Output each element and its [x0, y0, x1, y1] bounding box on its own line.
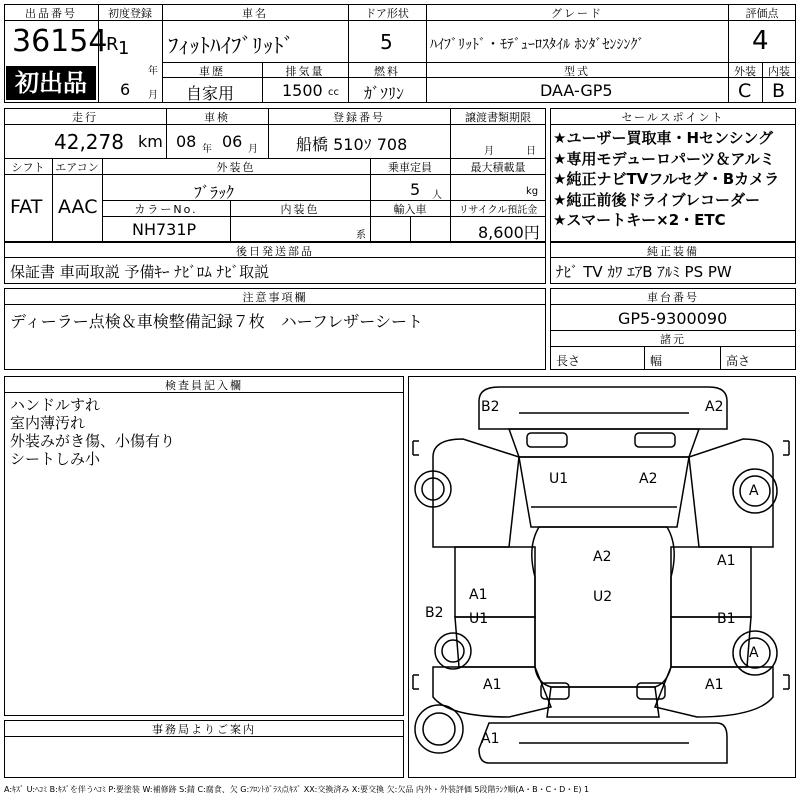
- fuel: ｶﾞｿﾘﾝ: [364, 84, 405, 103]
- capacity-label: 乗車定員: [388, 161, 432, 174]
- first-listing-badge: 初出品: [6, 66, 96, 100]
- damage-code: A1: [705, 677, 724, 693]
- shift-label: シフト: [11, 161, 45, 174]
- car-name: ﾌｨｯﾄﾊｲﾌﾞﾘｯﾄﾞ: [168, 34, 294, 58]
- chassis-title: 車台番号: [647, 291, 699, 304]
- car-outline: [409, 377, 794, 776]
- mileage-label: 走行: [72, 111, 98, 124]
- office-title: 事務局よりご案内: [152, 723, 256, 736]
- length-label: 長さ: [556, 354, 581, 368]
- sales-point-item: ★純正ナビTVフルセグ・Bカメラ: [553, 170, 780, 188]
- door-count: 5: [380, 30, 393, 54]
- score-label: 評価点: [745, 7, 779, 20]
- model: DAA-GP5: [540, 81, 613, 100]
- history: 自家用: [186, 84, 235, 103]
- height-label: 高さ: [726, 354, 751, 368]
- color: ﾌﾞﾗｯｸ: [194, 183, 235, 202]
- damage-code: U1: [549, 471, 569, 487]
- color-no: NH731P: [132, 220, 197, 239]
- insp-month: 06: [222, 132, 243, 151]
- displacement-unit: cc: [328, 87, 339, 98]
- color-no-label: カラーNo.: [134, 203, 198, 216]
- damage-code: B1: [717, 611, 736, 627]
- sales-point-item: ★純正前後ドライブレコーダー: [553, 190, 760, 209]
- inspector-line: シートしみ小: [10, 450, 101, 468]
- sales-point-item: ★専用モデューロパーツ＆アルミ: [553, 149, 775, 168]
- damage-code: A2: [705, 399, 724, 415]
- lot-number: 36154: [12, 24, 108, 59]
- displacement: 1500: [282, 81, 323, 100]
- damage-code: U2: [593, 589, 613, 605]
- color-label: 外装色: [216, 161, 256, 174]
- plate-label: 登録番号: [333, 111, 385, 124]
- capacity: 5: [410, 180, 421, 199]
- reg-year-unit: 年: [148, 66, 158, 77]
- inspector-line: ハンドルすれ: [10, 396, 101, 414]
- inspection-label: 車検: [204, 111, 230, 124]
- era: R: [106, 34, 119, 55]
- ext-grade-label: 外装: [734, 65, 756, 78]
- lot-label: 出品番号: [25, 7, 77, 20]
- width-label: 幅: [650, 354, 663, 368]
- damage-code: B2: [481, 399, 500, 415]
- ac: AAC: [58, 196, 98, 218]
- damage-code: A: [749, 483, 759, 499]
- load-unit: kg: [526, 186, 539, 197]
- int-grade-label: 内装: [768, 65, 790, 78]
- sales-point-item: ★スマートキー×2・ETC: [553, 211, 726, 229]
- damage-code: A1: [469, 587, 488, 603]
- displacement-label: 排気量: [285, 65, 325, 78]
- reg-month-unit: 月: [148, 90, 158, 101]
- recycle-fee: 8,600円: [478, 223, 540, 242]
- later-parts-title: 後日発送部品: [236, 245, 314, 258]
- equipment-title: 純正装備: [647, 245, 699, 258]
- ext-grade: C: [738, 80, 752, 102]
- import-label: 輸入車: [393, 203, 427, 216]
- model-label: 型式: [564, 65, 590, 78]
- specs-title: 諸元: [660, 333, 686, 346]
- history-label: 車歴: [199, 65, 225, 78]
- damage-code: A2: [639, 471, 658, 487]
- inspector-line: 室内薄汚れ: [10, 414, 86, 432]
- fuel-label: 燃料: [374, 65, 400, 78]
- mileage: 42,278: [54, 130, 124, 154]
- chassis-number: GP5-9300090: [618, 309, 728, 328]
- damage-code: A1: [717, 553, 736, 569]
- legend: A:ｷｽﾞ U:ﾍｺﾐ B:ｷｽﾞを伴うﾍｺﾐ P:要塗装 W:補修跡 S:錆 C:腐食、欠 G:ﾌﾛﾝﾄｶﾞﾗｽ点ｷｽﾞ XX:交換済み X:要交換 欠:欠品 内外・外装評価 5段階ﾗﾝｸ順(A・B・C・D・E) 1: [4, 785, 590, 794]
- transfer-label: 譲渡書類期限: [465, 111, 531, 124]
- mileage-unit: km: [138, 132, 163, 151]
- shift: FAT: [10, 196, 43, 218]
- sales-point-item: ★ユーザー買取車・Hセンシング: [553, 129, 773, 147]
- door-label: ドア形状: [365, 7, 409, 20]
- inspector-line: 外装みがき傷、小傷有り: [10, 432, 176, 450]
- int-grade: B: [772, 80, 786, 102]
- sales-points-title: セールスポイント: [621, 111, 725, 124]
- insp-year-unit: 年: [202, 144, 212, 155]
- plate: 船橋 510ｿ 708: [296, 135, 408, 154]
- damage-code: B2: [425, 605, 444, 621]
- damage-code: A1: [483, 677, 502, 693]
- notes: ディーラー点検＆車検整備記録７枚 ハーフレザーシート: [10, 312, 423, 331]
- transfer-day-unit: 日: [526, 146, 536, 157]
- damage-diagram: [408, 376, 796, 778]
- int-color-label: 内装色: [280, 203, 320, 216]
- int-color-unit: 系: [356, 230, 366, 241]
- damage-code: A2: [593, 549, 612, 565]
- equipment: ﾅﾋﾞ TV ｶﾜ ｴｱB ｱﾙﾐ PS PW: [556, 263, 732, 281]
- load-label: 最大積載量: [470, 161, 526, 174]
- ac-label: エアコン: [55, 161, 99, 174]
- transfer-month-unit: 月: [484, 146, 494, 157]
- score: 4: [752, 26, 769, 56]
- insp-year: 08: [176, 132, 197, 151]
- recycle-label: リサイクル預託金: [458, 205, 538, 216]
- inspector-title: 検査員記入欄: [165, 379, 243, 392]
- grade-label: グレード: [551, 7, 603, 20]
- damage-code: A: [749, 645, 759, 661]
- notes-title: 注意事項欄: [242, 291, 308, 304]
- details-block: [4, 108, 546, 242]
- damage-code: A1: [481, 731, 500, 747]
- capacity-unit: 人: [432, 190, 442, 201]
- reg-year: 1: [118, 38, 130, 59]
- damage-code: U1: [469, 611, 489, 627]
- reg-month: 6: [120, 80, 131, 99]
- grade: ﾊｲﾌﾞﾘｯﾄﾞ・ﾓﾃﾞｭｰﾛｽﾀｲﾙ ﾎﾝﾀﾞｾﾝｼﾝｸﾞ: [430, 37, 645, 53]
- car-name-label: 車名: [242, 7, 268, 20]
- inspector-notes: [10, 396, 175, 468]
- first-reg-label: 初度登録: [108, 7, 152, 20]
- insp-month-unit: 月: [248, 144, 258, 155]
- sales-points-list: [553, 128, 779, 231]
- later-parts: 保証書 車両取説 予備ｷｰ ﾅﾋﾞﾛﾑ ﾅﾋﾞ取説: [10, 263, 270, 281]
